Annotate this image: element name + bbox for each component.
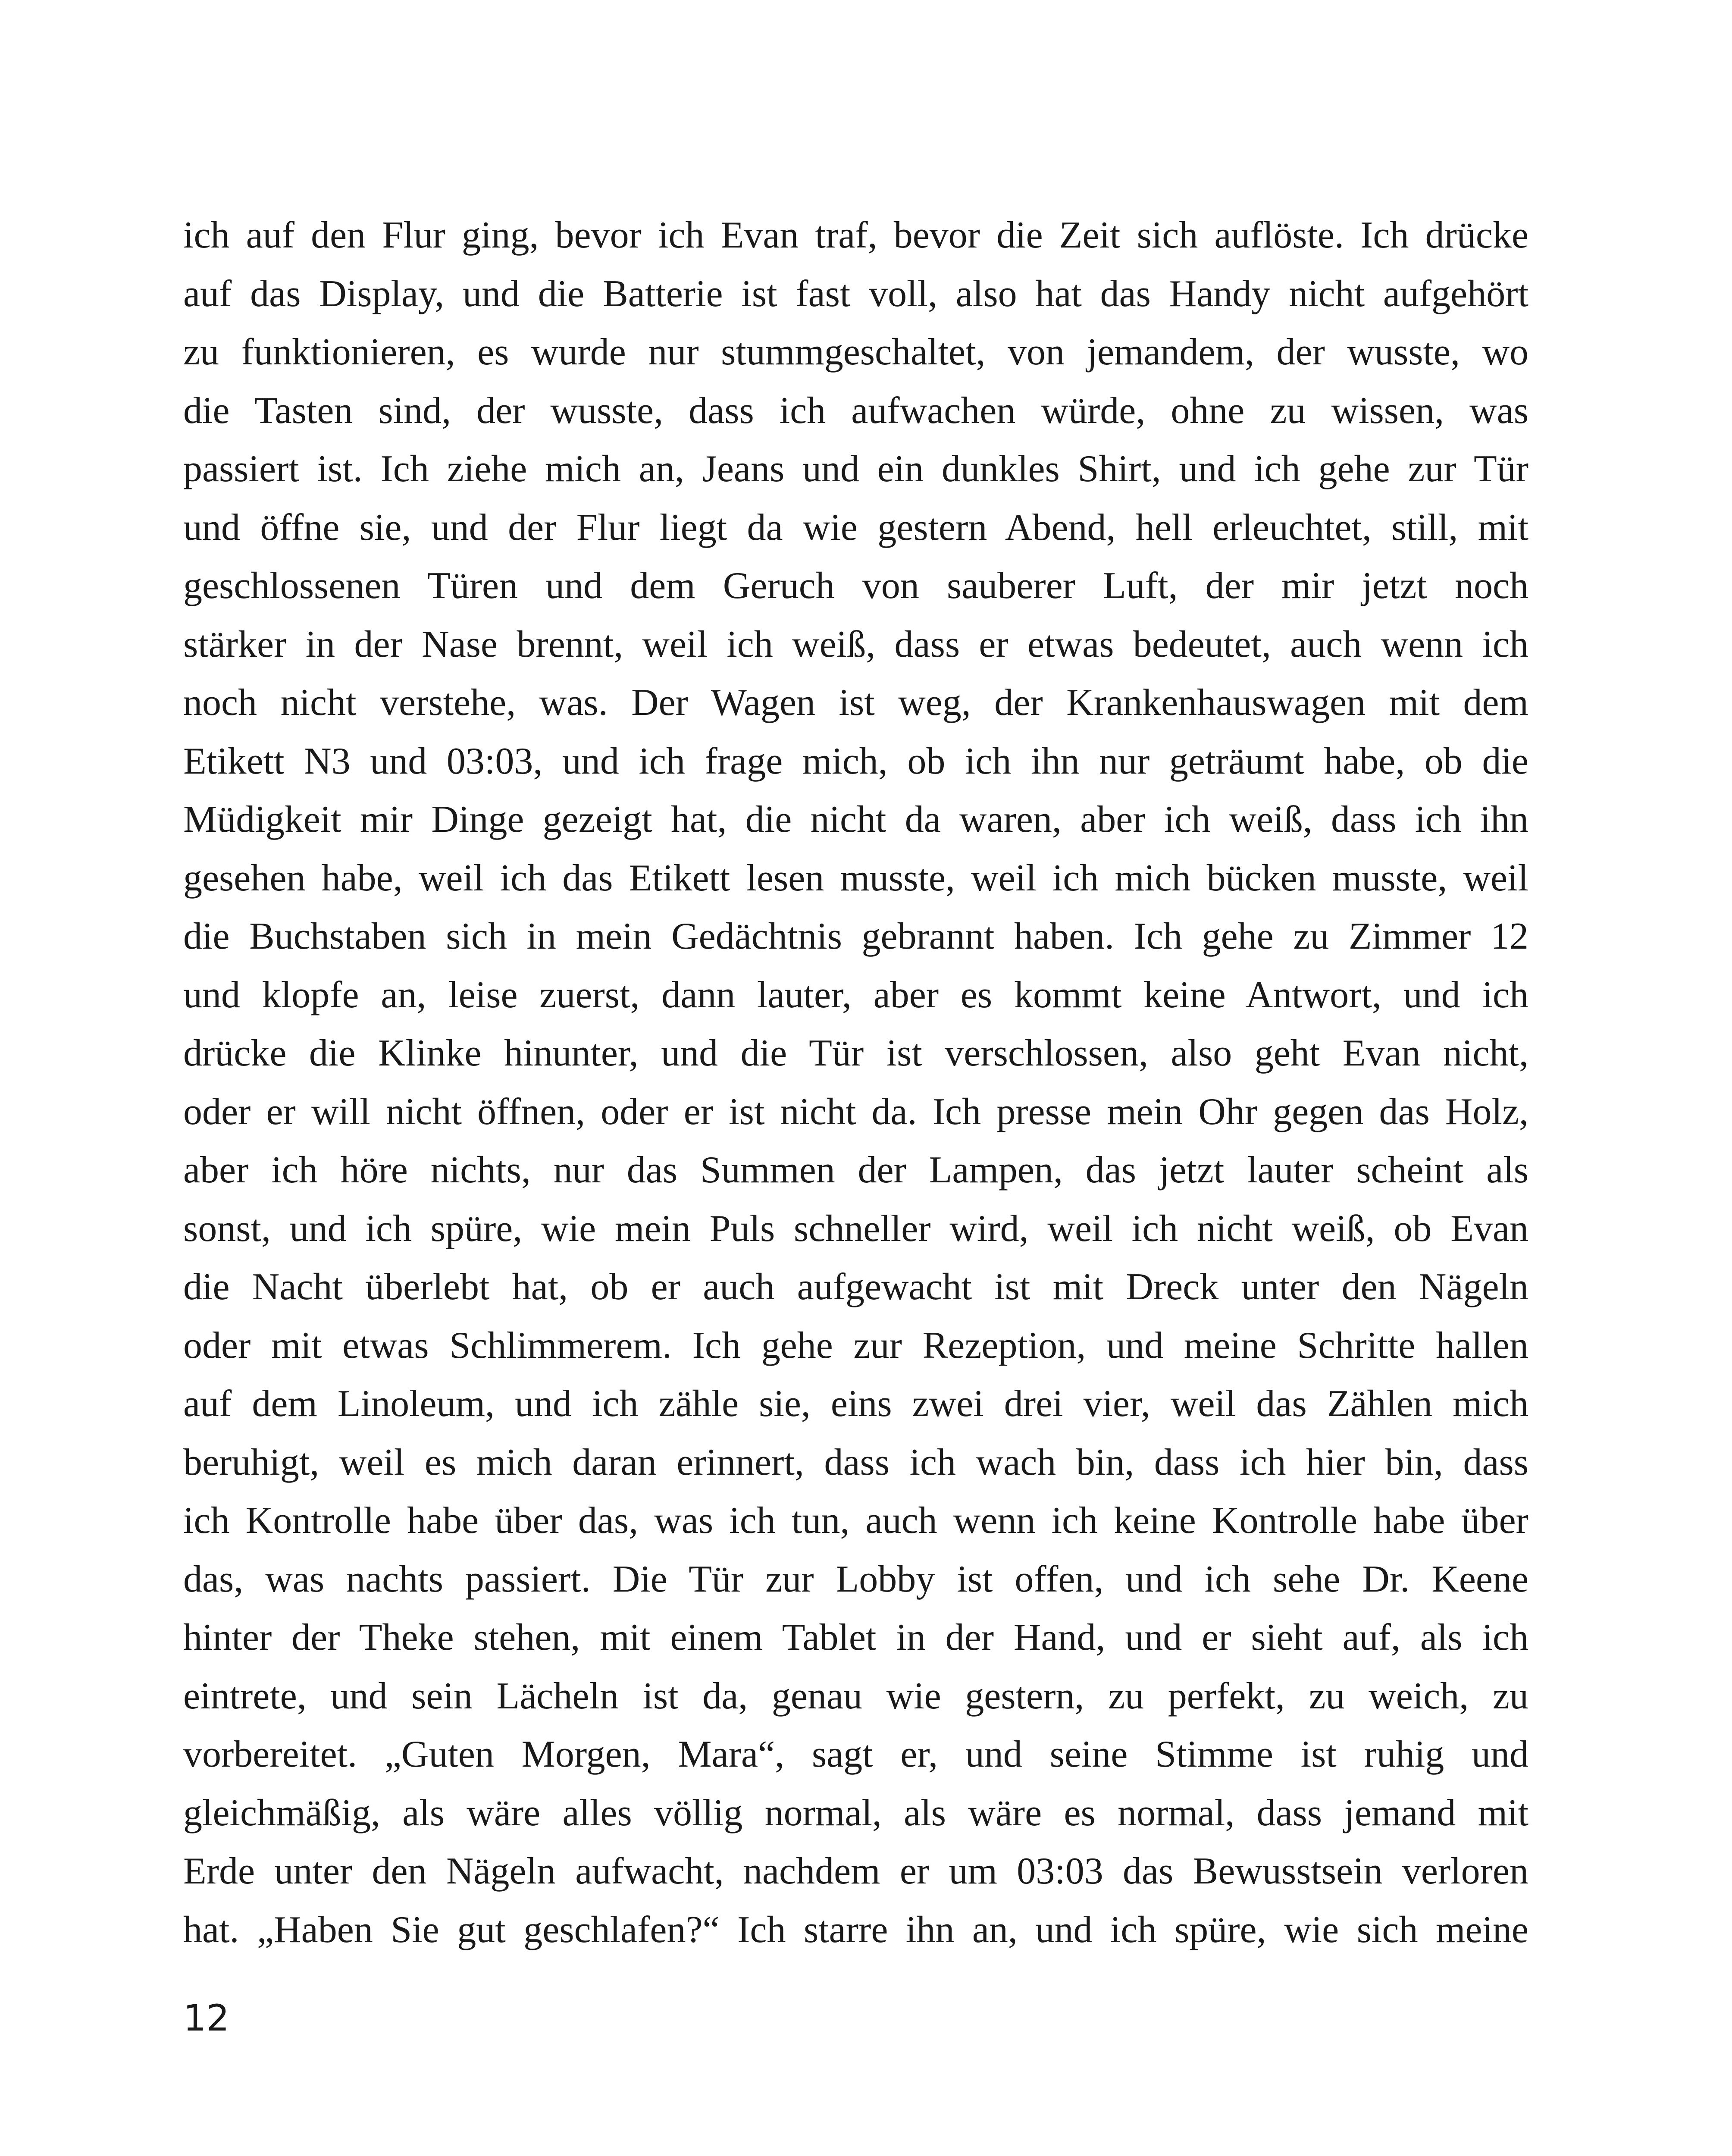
text-line: ich auf den Flur ging, bevor ich Evan traf, bevor die Zeit sich auflöste. Ich drücke [183, 214, 1528, 256]
text-line: das, was nachts passiert. Die Tür zur Lobby ist offen, und ich sehe Dr. Keene [183, 1558, 1528, 1600]
text-line: sonst, und ich spüre, wie mein Puls schneller wird, weil ich nicht weiß, ob Evan [183, 1207, 1528, 1250]
text-line: drücke die Klinke hinunter, und die Tür ist verschlossen, also geht Evan nicht, [183, 1032, 1528, 1074]
text-line: passiert ist. Ich ziehe mich an, Jeans und ein dunkles Shirt, und ich gehe zur Tür [183, 448, 1528, 490]
text-line: gleichmäßig, als wäre alles völlig normal, als wäre es normal, dass jemand mit [183, 1792, 1528, 1834]
text-line: und klopfe an, leise zuerst, dann lauter, aber es kommt keine Antwort, und ich [183, 974, 1528, 1016]
text-line: gesehen habe, weil ich das Etikett lesen musste, weil ich mich bücken musste, weil [183, 857, 1528, 899]
text-line: zu funktionieren, es wurde nur stummgeschaltet, von jemandem, der wusste, wo [183, 331, 1528, 373]
text-line: die Buchstaben sich in mein Gedächtnis gebrannt haben. Ich gehe zu Zimmer 12 [183, 915, 1528, 957]
text-line: oder er will nicht öffnen, oder er ist nicht da. Ich presse mein Ohr gegen das Holz, [183, 1091, 1528, 1133]
text-line: Erde unter den Nägeln aufwacht, nachdem er um 03:03 das Bewusstsein verloren [183, 1850, 1528, 1892]
text-line: hinter der Theke stehen, mit einem Tablet in der Hand, und er sieht auf, als ich [183, 1617, 1528, 1658]
text-line: aber ich höre nichts, nur das Summen der Lampen, das jetzt lauter scheint als [183, 1149, 1528, 1191]
text-line: hat. „Haben Sie gut geschlafen?“ Ich starre ihn an, und ich spüre, wie sich meine [183, 1908, 1528, 1951]
text-line: die Nacht überlebt hat, ob er auch aufgewacht ist mit Dreck unter den Nägeln [183, 1266, 1528, 1308]
text-line: geschlossenen Türen und dem Geruch von sauberer Luft, der mir jetzt noch [183, 565, 1528, 607]
text-line: Etikett N3 und 03:03, und ich frage mich, ob ich ihn nur geträumt habe, ob die [183, 740, 1528, 782]
text-line: und öffne sie, und der Flur liegt da wie gestern Abend, hell erleuchtet, still, mit [183, 506, 1528, 548]
text-line: eintrete, und sein Lächeln ist da, genau wie gestern, zu perfekt, zu weich, zu [183, 1675, 1528, 1717]
text-line: oder mit etwas Schlimmerem. Ich gehe zur Rezeption, und meine Schritte hallen [183, 1324, 1528, 1366]
text-line: ich Kontrolle habe über das, was ich tun, auch wenn ich keine Kontrolle habe über [183, 1500, 1528, 1542]
text-line: vorbereitet. „Guten Morgen, Mara“, sagt er, und seine Stimme ist ruhig und [183, 1733, 1528, 1775]
text-line: auf dem Linoleum, und ich zähle sie, eins zwei drei vier, weil das Zählen mich [183, 1383, 1528, 1425]
text-line: auf das Display, und die Batterie ist fast voll, also hat das Handy nicht aufgehört [183, 273, 1528, 315]
text-line: die Tasten sind, der wusste, dass ich aufwachen würde, ohne zu wissen, was [183, 389, 1528, 432]
page-number: 12 [183, 1997, 229, 2039]
text-line: stärker in der Nase brennt, weil ich weiß, dass er etwas bedeutet, auch wenn ich [183, 623, 1528, 665]
text-line: beruhigt, weil es mich daran erinnert, dass ich wach bin, dass ich hier bin, dass [183, 1441, 1528, 1483]
text-line: noch nicht verstehe, was. Der Wagen ist weg, der Krankenhauswagen mit dem [183, 682, 1528, 724]
text-line: Müdigkeit mir Dinge gezeigt hat, die nicht da waren, aber ich weiß, dass ich ihn [183, 799, 1528, 840]
body-text [183, 206, 1528, 1959]
